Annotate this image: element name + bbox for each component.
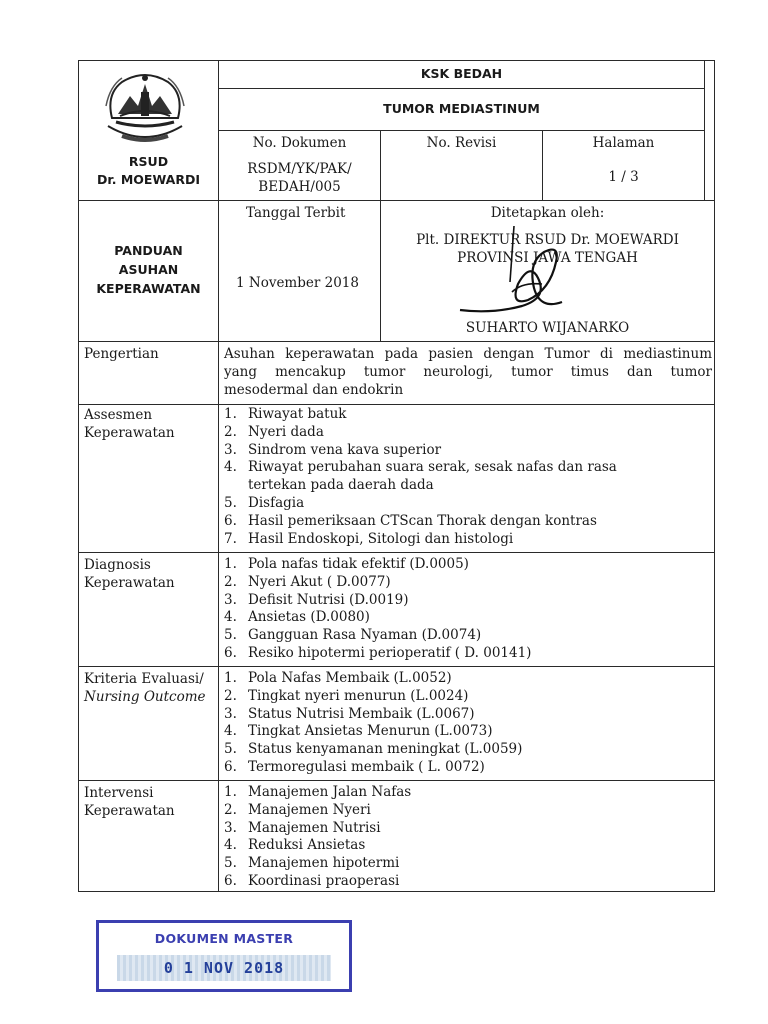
pengertian-label: Pengertian	[84, 346, 159, 362]
item-text: Tingkat Ansietas Menurun (L.0073)	[248, 723, 493, 740]
doc-number-label: No. Dokumen	[252, 135, 347, 151]
item-text: Riwayat perubahan suara serak, sesak nafas dan rasa	[248, 459, 617, 476]
row-rule-approval	[78, 341, 715, 342]
assesmen-list	[224, 406, 617, 548]
kriteria-label-2: Nursing Outcome	[84, 689, 206, 705]
item-text: Defisit Nutrisi (D.0019)	[248, 591, 409, 608]
revision-label: No. Revisi	[426, 135, 497, 151]
item-number: 1.	[224, 406, 237, 422]
signature	[452, 222, 592, 327]
list-item	[224, 442, 617, 460]
item-text: Status kenyamanan meningkat (L.0059)	[248, 741, 523, 758]
approver-name: SUHARTO WIJANARKO	[465, 320, 630, 336]
item-number: 3.	[224, 441, 237, 458]
list-item	[224, 855, 411, 873]
item-number: 6.	[224, 644, 237, 661]
unit-title: KSK BEDAH	[420, 66, 503, 81]
item-text: Nyeri dada	[248, 423, 324, 440]
item-number: 4.	[224, 837, 237, 854]
list-item	[224, 609, 531, 627]
issue-date-label: Tanggal Terbit	[246, 205, 346, 221]
stamp-title: DOKUMEN MASTER	[154, 931, 294, 946]
item-text: Ansietas (D.0080)	[248, 609, 370, 626]
item-number: 2.	[224, 687, 237, 704]
approver-title-1: Plt. DIREKTUR RSUD Dr. MOEWARDI	[416, 232, 679, 248]
item-number: 1.	[224, 784, 237, 800]
list-item	[224, 759, 522, 777]
item-text: Nyeri Akut ( D.0077)	[248, 573, 391, 590]
item-text: Disfagia	[248, 494, 305, 511]
header-rule-2	[218, 130, 705, 131]
row-rule-diagnosis	[78, 666, 715, 667]
list-item	[224, 688, 522, 706]
item-text: Termoregulasi membaik ( L. 0072)	[248, 758, 485, 775]
header-right-border	[704, 60, 705, 200]
pengertian-text	[224, 345, 712, 399]
list-item	[224, 837, 411, 855]
item-number: 3.	[224, 819, 237, 836]
item-text: Riwayat batuk	[248, 406, 347, 422]
item-number: 5.	[224, 627, 237, 644]
item-number: 4.	[224, 723, 237, 740]
list-item	[224, 495, 617, 513]
item-number: 2.	[224, 801, 237, 818]
list-item	[224, 592, 531, 610]
list-item	[224, 706, 522, 724]
row-rule-kriteria	[78, 780, 715, 781]
item-number: 1.	[224, 556, 237, 572]
item-number: 4.	[224, 609, 237, 626]
page-label: Halaman	[592, 135, 655, 151]
document-title: TUMOR MEDIASTINUM	[383, 101, 540, 116]
approved-by-label: Ditetapkan oleh:	[490, 205, 605, 221]
item-number: 2.	[224, 423, 237, 440]
item-text: Manajemen Nyeri	[248, 801, 371, 818]
table-top-border	[78, 60, 715, 61]
list-item	[224, 513, 617, 531]
hospital-subname: Dr. MOEWARDI	[96, 172, 200, 187]
list-item	[224, 784, 411, 802]
doc-type-line-3: KEPERAWATAN	[96, 281, 201, 296]
item-text: Koordinasi praoperasi	[248, 872, 400, 889]
assesmen-label-2: Keperawatan	[84, 425, 175, 441]
table-bottom-border	[78, 891, 715, 892]
pengertian-line-3: mesodermal dan endokrin	[224, 382, 404, 398]
item-text: Status Nutrisi Membaik (L.0067)	[248, 705, 475, 722]
item-text: Hasil pemeriksaan CTScan Thorak dengan kontras	[248, 512, 597, 529]
list-item	[224, 741, 522, 759]
list-item	[224, 873, 411, 891]
table-right-border	[714, 60, 715, 891]
doc-number-value-1: RSDM/YK/PAK/	[247, 161, 352, 177]
pengertian-line-2: yang mencakup tumor neurologi, tumor timus dan tumor	[224, 364, 712, 380]
intervensi-label-2: Keperawatan	[84, 803, 175, 819]
item-number: 5.	[224, 741, 237, 758]
item-text: Resiko hipotermi perioperatif ( D. 00141)	[248, 644, 532, 661]
list-item	[224, 406, 617, 424]
item-text: Pola nafas tidak efektif (D.0005)	[248, 556, 469, 572]
kriteria-label-1: Kriteria Evaluasi/	[84, 671, 204, 687]
stamp-date: 0 1 NOV 2018	[117, 955, 331, 981]
list-item	[224, 424, 617, 442]
item-number: 6.	[224, 758, 237, 775]
list-item-continuation	[224, 477, 617, 495]
list-item	[224, 459, 617, 477]
item-number: 5.	[224, 855, 237, 872]
list-item	[224, 670, 522, 688]
list-item	[224, 820, 411, 838]
diagnosis-list	[224, 556, 531, 663]
pengertian-line-1: Asuhan keperawatan pada pasien dengan Tumor di mediastinum	[224, 346, 712, 362]
item-number: 6.	[224, 512, 237, 529]
diagnosis-label-2: Keperawatan	[84, 575, 175, 591]
master-document-stamp	[96, 920, 352, 992]
diagnosis-label-1: Diagnosis	[84, 557, 151, 573]
header-rule-1	[218, 88, 705, 89]
item-text: Manajemen Nutrisi	[248, 819, 381, 836]
item-text: Hasil Endoskopi, Sitologi dan histologi	[248, 530, 514, 547]
list-item	[224, 802, 411, 820]
item-number: 4.	[224, 459, 237, 476]
item-text: Manajemen hipotermi	[248, 855, 400, 872]
doc-type-line-1: PANDUAN	[114, 243, 183, 258]
row-rule-assesmen	[78, 552, 715, 553]
doc-type-line-2: ASUHAN	[118, 262, 179, 277]
item-number: 3.	[224, 591, 237, 608]
row-rule-header	[78, 200, 715, 201]
item-text: Sindrom vena kava superior	[248, 441, 442, 458]
issue-date-value: 1 November 2018	[236, 275, 359, 291]
row-rule-pengertian	[78, 404, 715, 405]
province-logo	[100, 66, 190, 152]
item-text: Manajemen Jalan Nafas	[248, 784, 412, 800]
intervensi-list	[224, 784, 411, 891]
page-value: 1 / 3	[608, 169, 639, 185]
list-item	[224, 645, 531, 663]
list-item	[224, 556, 531, 574]
doc-number-value-2: BEDAH/005	[258, 179, 341, 195]
item-number: 7.	[224, 530, 237, 547]
item-number: 3.	[224, 705, 237, 722]
item-number: 5.	[224, 494, 237, 511]
item-number: 1.	[224, 670, 237, 686]
item-text: Gangguan Rasa Nyaman (D.0074)	[248, 627, 482, 644]
item-number: 6.	[224, 872, 237, 889]
item-text: Pola Nafas Membaik (L.0052)	[248, 670, 452, 686]
intervensi-label-1: Intervensi	[84, 785, 154, 801]
approver-title-2: PROVINSI JAWA TENGAH	[457, 250, 638, 266]
item-text: tertekan pada daerah dada	[248, 477, 434, 494]
item-text: Tingkat nyeri menurun (L.0024)	[248, 687, 469, 704]
item-number: 2.	[224, 573, 237, 590]
list-item	[224, 574, 531, 592]
list-item	[224, 531, 617, 549]
kriteria-list	[224, 670, 522, 777]
hospital-name: RSUD	[128, 154, 169, 169]
item-text: Reduksi Ansietas	[248, 837, 366, 854]
list-item	[224, 627, 531, 645]
assesmen-label-1: Assesmen	[84, 407, 153, 423]
list-item	[224, 723, 522, 741]
